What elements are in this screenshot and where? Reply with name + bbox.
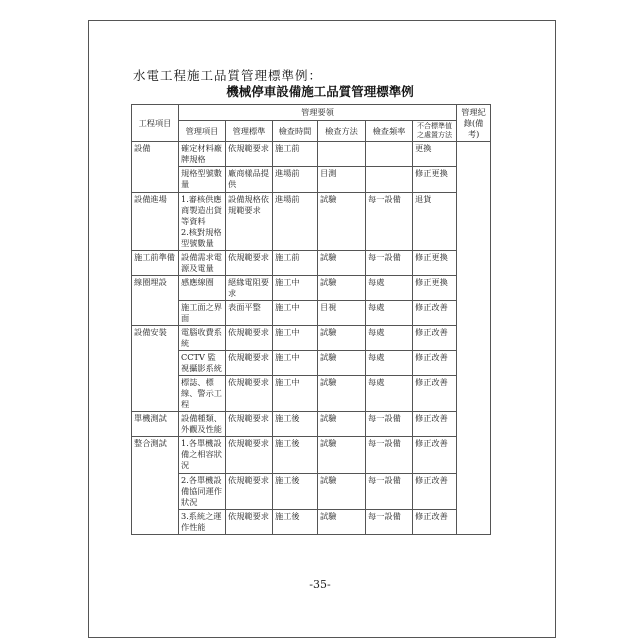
cell-time: 施工前 bbox=[273, 142, 318, 167]
cell-remedy: 修正改善 bbox=[413, 351, 457, 376]
cell-method: 試驗 bbox=[318, 474, 366, 510]
cell-time: 施工後 bbox=[273, 437, 318, 474]
cell-remedy: 修正更換 bbox=[413, 167, 457, 193]
cell-manage-item: 感應線圈 bbox=[179, 276, 226, 301]
cell-standard: 表面平整 bbox=[226, 301, 273, 326]
cell-remedy: 退貨 bbox=[413, 193, 457, 251]
cell-frequency: 每一設備 bbox=[366, 437, 413, 474]
cell-remedy: 修正改善 bbox=[413, 510, 457, 535]
header-check-method: 檢查方法 bbox=[318, 121, 366, 142]
cell-standard: 絕緣電阻要求 bbox=[226, 276, 273, 301]
page-number: -35- bbox=[309, 578, 331, 591]
category-cell: 設備進場 bbox=[132, 193, 179, 251]
header-check-time: 檢查時間 bbox=[273, 121, 318, 142]
cell-manage-item: CCTV 監視攝影系統 bbox=[179, 351, 226, 376]
section-heading: 水電工程施工品質管理標準例： bbox=[133, 68, 323, 83]
cell-standard: 依規範要求 bbox=[226, 142, 273, 167]
cell-time: 施工中 bbox=[273, 351, 318, 376]
cell-standard: 依規範要求 bbox=[226, 326, 273, 351]
cell-standard: 依規範要求 bbox=[226, 510, 273, 535]
header-manage-item: 管理項目 bbox=[179, 121, 226, 142]
cell-manage-item: 設備需求電源及電量 bbox=[179, 251, 226, 276]
cell-standard: 依規範要求 bbox=[226, 412, 273, 437]
table-row bbox=[132, 142, 491, 167]
cell-frequency bbox=[366, 142, 413, 167]
table-row bbox=[132, 251, 491, 276]
table-row bbox=[132, 276, 491, 301]
cell-standard: 依規範要求 bbox=[226, 376, 273, 412]
category-cell: 設備 bbox=[132, 142, 179, 193]
cell-time: 施工中 bbox=[273, 301, 318, 326]
cell-method: 試驗 bbox=[318, 510, 366, 535]
header-record: 管理紀錄(備考) bbox=[457, 105, 491, 142]
cell-standard: 設備規格依規範要求 bbox=[226, 193, 273, 251]
cell-manage-item: 標誌、標線、警示工程 bbox=[179, 376, 226, 412]
cell-manage-item: 1.各單機設備之相容狀況 bbox=[179, 437, 226, 474]
table-row bbox=[132, 167, 491, 193]
table-row bbox=[132, 474, 491, 510]
cell-time: 進場前 bbox=[273, 193, 318, 251]
cell-method: 試驗 bbox=[318, 437, 366, 474]
cell-method: 試驗 bbox=[318, 251, 366, 276]
cell-frequency: 每一設備 bbox=[366, 510, 413, 535]
cell-time: 施工後 bbox=[273, 510, 318, 535]
table-row bbox=[132, 412, 491, 437]
cell-remedy: 修正改善 bbox=[413, 474, 457, 510]
cell-frequency: 每一設備 bbox=[366, 193, 413, 251]
cell-standard: 廠商樣品提供 bbox=[226, 167, 273, 193]
header-group: 管理要領 bbox=[179, 105, 457, 121]
table-row bbox=[132, 326, 491, 351]
cell-standard: 依規範要求 bbox=[226, 474, 273, 510]
category-cell: 施工前準備 bbox=[132, 251, 179, 276]
table-row bbox=[132, 510, 491, 535]
cell-remedy: 修正改善 bbox=[413, 376, 457, 412]
table-row bbox=[132, 193, 491, 251]
cell-method bbox=[318, 142, 366, 167]
cell-manage-item: 確定材料廠牌規格 bbox=[179, 142, 226, 167]
table-row bbox=[132, 351, 491, 376]
table-row bbox=[132, 437, 491, 474]
cell-frequency: 每一設備 bbox=[366, 474, 413, 510]
cell-method: 試驗 bbox=[318, 193, 366, 251]
cell-frequency: 每處 bbox=[366, 351, 413, 376]
cell-time: 施工中 bbox=[273, 326, 318, 351]
table-title: 機械停車設備施工品質管理標準例 bbox=[226, 84, 414, 99]
cell-standard: 依規範要求 bbox=[226, 251, 273, 276]
cell-method: 試驗 bbox=[318, 412, 366, 437]
cell-time: 施工中 bbox=[273, 376, 318, 412]
cell-remedy: 更換 bbox=[413, 142, 457, 167]
table-row bbox=[132, 301, 491, 326]
cell-manage-item: 3.系統之運作性能 bbox=[179, 510, 226, 535]
table-row bbox=[132, 376, 491, 412]
cell-time: 施工後 bbox=[273, 474, 318, 510]
cell-frequency: 每一設備 bbox=[366, 412, 413, 437]
cell-manage-item: 施工面之界面 bbox=[179, 301, 226, 326]
cell-method: 試驗 bbox=[318, 376, 366, 412]
cell-manage-item: 1.審核供應商製造出貨等資料 2.核對規格型號數量 bbox=[179, 193, 226, 251]
cell-method: 試驗 bbox=[318, 326, 366, 351]
category-cell: 設備安裝 bbox=[132, 326, 179, 412]
cell-remedy: 修正改善 bbox=[413, 437, 457, 474]
cell-manage-item: 規格型號數量 bbox=[179, 167, 226, 193]
header-remedy: 不合標準值之處置方法 bbox=[413, 121, 457, 142]
cell-remedy: 修正改善 bbox=[413, 412, 457, 437]
cell-time: 施工後 bbox=[273, 412, 318, 437]
cell-method: 目測 bbox=[318, 167, 366, 193]
cell-method: 目視 bbox=[318, 301, 366, 326]
cell-method: 試驗 bbox=[318, 351, 366, 376]
cell-frequency bbox=[366, 167, 413, 193]
quality-standard-table bbox=[131, 104, 491, 535]
cell-frequency: 每處 bbox=[366, 276, 413, 301]
cell-time: 進場前 bbox=[273, 167, 318, 193]
header-check-frequency: 檢查頻率 bbox=[366, 121, 413, 142]
cell-remedy: 修正更換 bbox=[413, 276, 457, 301]
cell-time: 施工前 bbox=[273, 251, 318, 276]
cell-standard: 依規範要求 bbox=[226, 351, 273, 376]
cell-manage-item: 2.各單機設備協同運作狀況 bbox=[179, 474, 226, 510]
category-cell: 整合測試 bbox=[132, 437, 179, 535]
cell-remedy: 修正改善 bbox=[413, 326, 457, 351]
cell-manage-item: 電腦收費系統 bbox=[179, 326, 226, 351]
cell-remedy: 修正改善 bbox=[413, 301, 457, 326]
cell-standard: 依規範要求 bbox=[226, 437, 273, 474]
cell-remedy: 修正更換 bbox=[413, 251, 457, 276]
cell-manage-item: 設備種類、外觀及性能 bbox=[179, 412, 226, 437]
cell-method: 試驗 bbox=[318, 276, 366, 301]
record-cell bbox=[457, 142, 491, 535]
cell-frequency: 每一設備 bbox=[366, 251, 413, 276]
category-cell: 線圈埋設 bbox=[132, 276, 179, 326]
header-manage-standard: 管理標準 bbox=[226, 121, 273, 142]
cell-frequency: 每處 bbox=[366, 326, 413, 351]
cell-time: 施工中 bbox=[273, 276, 318, 301]
header-item: 工程項目 bbox=[132, 105, 179, 142]
category-cell: 單機測試 bbox=[132, 412, 179, 437]
cell-frequency: 每處 bbox=[366, 301, 413, 326]
cell-frequency: 每處 bbox=[366, 376, 413, 412]
